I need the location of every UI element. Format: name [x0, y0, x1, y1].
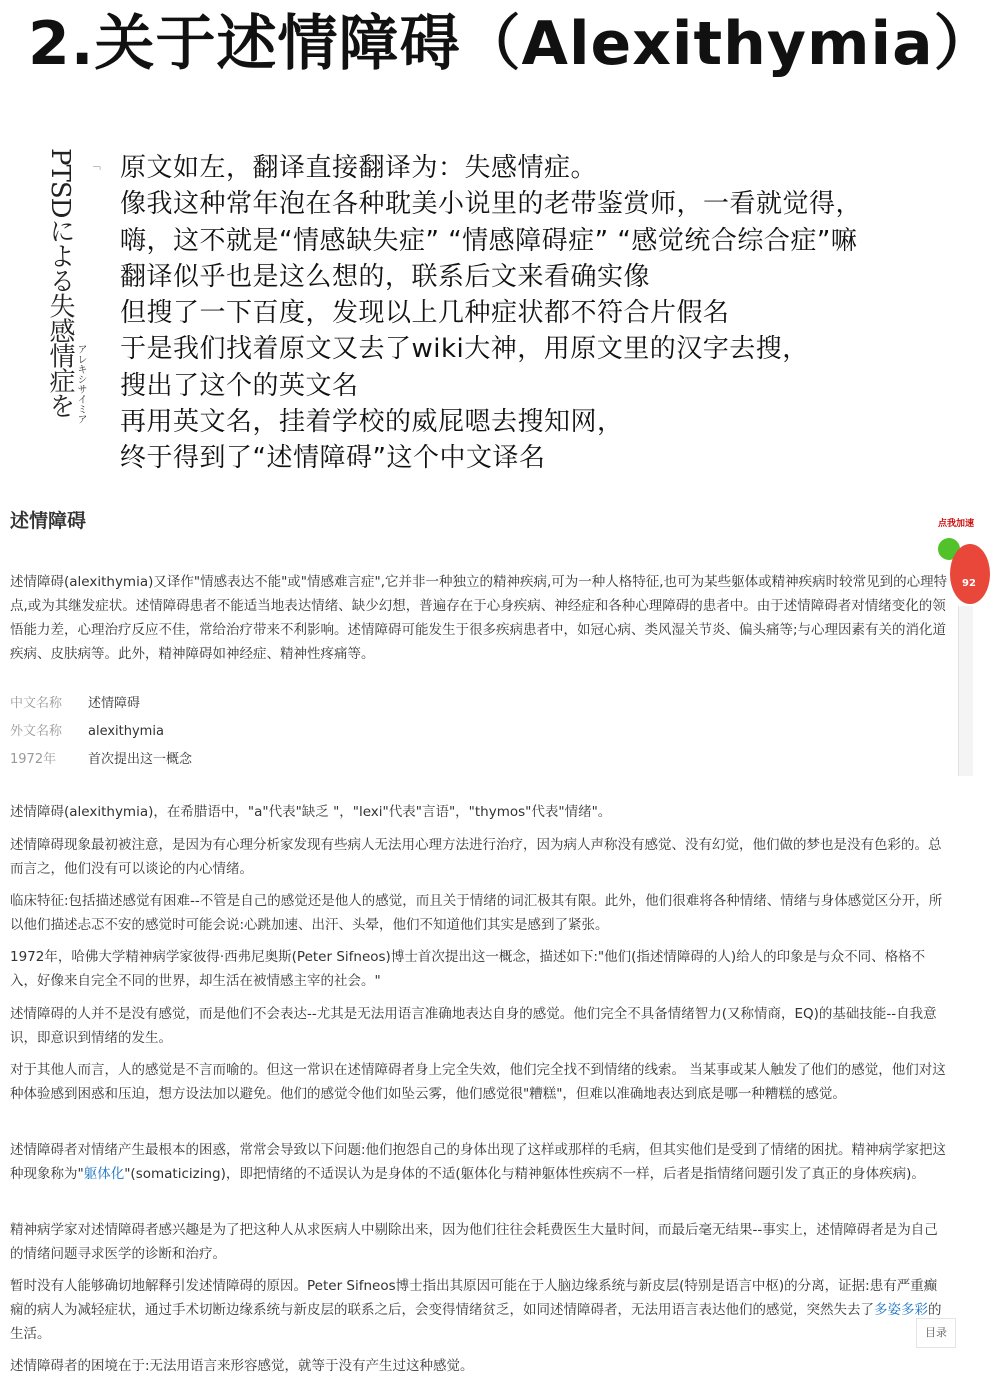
paragraph: 述情障碍者的困境在于:无法用语言来形容感觉，就等于没有产生过这种感觉。	[10, 1358, 474, 1374]
paragraph: 临床特征:包括描述感觉有困难--不管是自己的感觉还是他人的感觉，而且关于情绪的词汇极其有限。此外，他们很难将各种情绪、情绪与身体感觉区分开，所以他们描述忐忑不安的感觉时可能会说:心跳加速、出汗、头晕，他们不知道他们其实是感到了紧张。	[10, 893, 943, 933]
paragraph: 1972年，哈佛大学精神病学家彼得·西弗尼奥斯(Peter Sifneos)博士首次提出这一概念，描述如下:"他们(指述情障碍的人)给人的印象是与众不同、格格不入，好像来自完全不同的世界，却生活在被情感主宰的社会。"	[10, 949, 926, 989]
note-line: 终于得到了“述情障碍”这个中文译名	[120, 443, 546, 474]
japanese-original-excerpt	[46, 148, 106, 466]
info-row	[10, 690, 140, 718]
info-key: 外文名称	[10, 724, 63, 739]
japanese-original-text: PTSDによる失感情症を	[45, 148, 75, 418]
badge-number: 92	[962, 578, 976, 589]
paragraph-text: 的生活。	[10, 1302, 942, 1342]
paragraph	[10, 1138, 950, 1186]
article-heading: 述情障碍	[10, 510, 87, 532]
info-value: 首次提出这一概念	[88, 752, 193, 767]
quote-mark: 「	[88, 160, 99, 170]
note-line: 搜出了这个的英文名	[120, 370, 359, 401]
note-line: 嗨，这不就是“情感缺失症” “情感障碍症” “感觉统合综合症”嘛	[120, 225, 858, 256]
info-key: 中文名称	[10, 696, 63, 711]
paragraph: 述情障碍的人并不是没有感觉，而是他们不会表达--尤其是无法用语言准确地表达自身的感觉。他们完全不具备情绪智力(又称情商，EQ)的基础技能--自我意识，即意识到情绪的发生。	[10, 1006, 937, 1046]
note-line: 翻译似乎也是这么想的，联系后文来看确实像	[120, 261, 651, 292]
info-value: alexithymia	[88, 724, 164, 739]
badge-ball	[950, 544, 990, 604]
paragraph: 述情障碍现象最初被注意，是因为有心理分析家发现有些病人无法用心理方法进行治疗，因为病人声称没有感觉、没有幻觉，他们做的梦也是没有色彩的。总而言之，他们没有可以谈论的内心情绪。	[10, 837, 942, 877]
side-panel-edge	[958, 606, 973, 776]
paragraph-text: 暂时没有人能够确切地解释引发述情障碍的原因。Peter Sifneos博士指出其原因可能在于人脑边缘系统与新皮层(特别是语言中枢)的分离，证据:患有严重癫痫的病人为减轻症状，通过手术切断边缘系统与新皮层的联系之后，会变得情绪贫乏，如同述情障碍者，无法用语言表达他们的感觉，突然失去了	[10, 1278, 938, 1318]
info-key: 1972年	[10, 752, 57, 767]
note-line: 原文如左，翻译直接翻译为：失感情症。	[120, 153, 598, 183]
paragraph-text: "(somaticizing)，即把情绪的不适误认为是身体的不适(躯体化与精神躯体性疾病不一样，后者是指情绪问题引发了真正的身体疾病)。	[124, 1166, 925, 1182]
toc-button[interactable]: 目录	[916, 1318, 956, 1348]
paragraph: 述情障碍(alexithymia)，在希腊语中，"a"代表"缺乏 "，"lexi"代表"言语"，"thymos"代表"情绪"。	[10, 804, 612, 820]
somaticizing-link[interactable]: 躯体化	[83, 1166, 125, 1182]
furigana-ruby: アレキシサイミア	[75, 344, 86, 424]
colorful-link[interactable]: 多姿多彩	[874, 1302, 928, 1318]
paragraph: 精神病学家对述情障碍者感兴趣是为了把这种人从求医病人中剔除出来，因为他们往往会耗费医生大量时间，而最后毫无结果--事实上，述情障碍者是为自己的情绪问题寻求医学的诊断和治疗。	[10, 1222, 938, 1262]
note-line: 像我这种常年泡在各种耽美小说里的老带鉴赏师，一看就觉得，	[120, 189, 863, 220]
info-value: 述情障碍	[88, 696, 141, 711]
note-line: 于是我们找着原文又去了wiki大神，用原文里的汉字去搜，	[120, 334, 809, 365]
article-intro: 述情障碍(alexithymia)又译作"情感表达不能"或"情感难言症",它并非一种独立的精神疾病,可为一种人格特征,也可为某些躯体或精神疾病时较常见到的心理特点,或为其继发症状。述情障碍患者不能适当地表达情绪、缺少幻想，普遍存在于心身疾病、神经症和各种心理障碍的患者中。由于述情障碍者对情绪变化的领悟能力差，心理治疗反应不佳，常给治疗带来不利影响。述情障碍可能发生于很多疾病患者中，如冠心病、类风湿关节炎、偏头痛等;与心理因素有关的消化道疾病、皮肤病等。此外，精神障碍如神经症、精神性疼痛等。	[10, 574, 948, 662]
note-line: 但搜了一下百度，发现以上几种症状都不符合片假名	[120, 298, 730, 329]
badge-tag: 点我加速	[938, 519, 975, 529]
page-title: 2.关于述情障碍（Alexithymia）	[28, 9, 995, 79]
info-row	[10, 746, 192, 774]
paragraph: 对于其他人而言，人的感觉是不言而喻的。但这一常识在述情障碍者身上完全失效，他们完全找不到情绪的线索。 当某事或某人触发了他们的感觉，他们对这种体验感到困惑和压迫，想方设法加以避免。他们的感觉令他们如坠云雾，他们感觉很"糟糕"，但难以准确地表达到底是哪一种糟糕的感觉。	[10, 1062, 946, 1102]
paragraph-text: 述情障碍者对情绪产生最根本的困惑，常常会导致以下问题:他们抱怨自己的身体出现了这样或那样的毛病，但其实他们是受到了情绪的困扰。精神病学家把这种现象称为"	[10, 1142, 947, 1182]
paragraph	[10, 1274, 950, 1346]
floating-ad-badge[interactable]	[930, 516, 976, 606]
info-row	[10, 718, 164, 746]
translator-note	[120, 150, 970, 477]
note-line: 再用英文名，挂着学校的威屁嗯去搜知网，	[120, 407, 624, 438]
